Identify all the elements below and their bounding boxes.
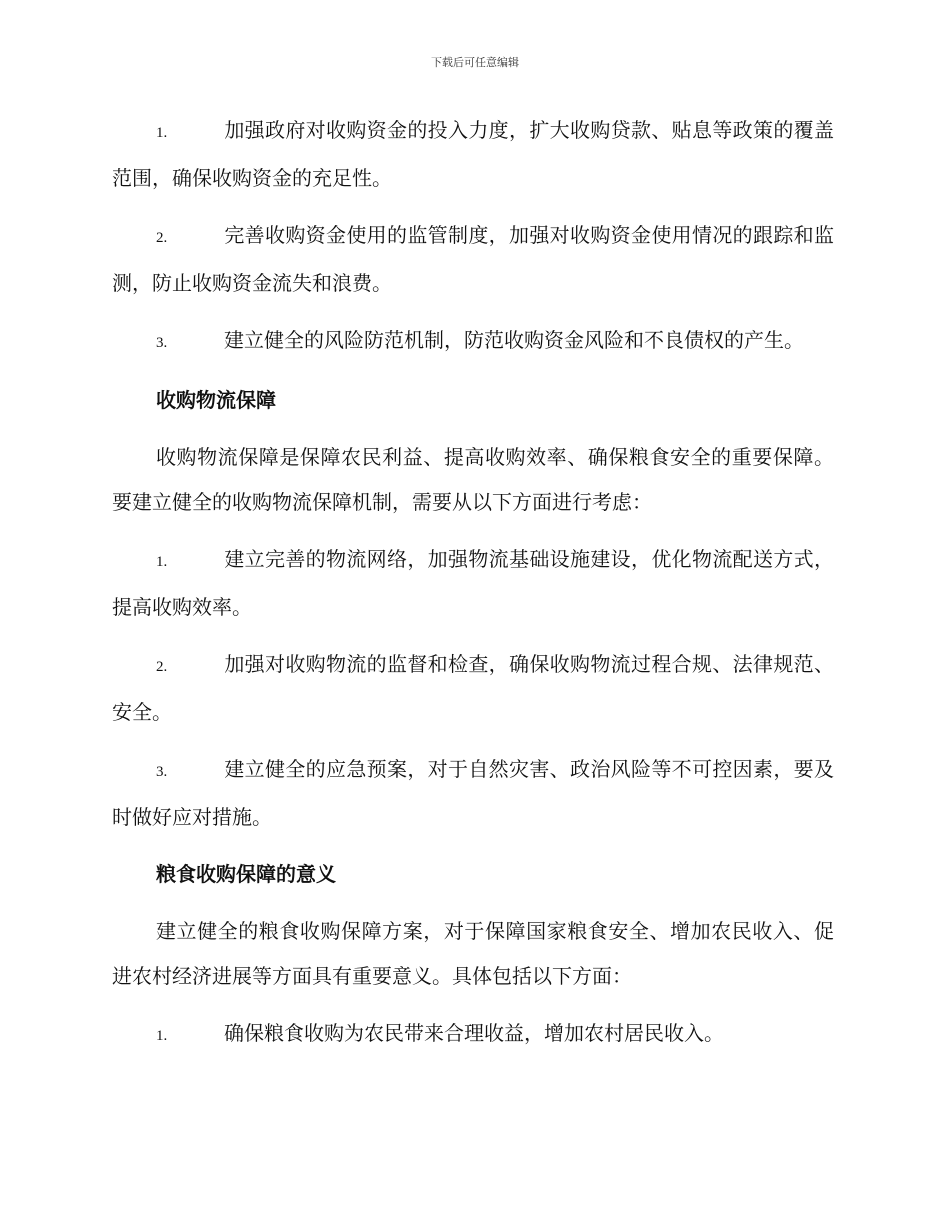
list-text: 确保粮食收购为农民带来合理收益，增加农村居民收入。 [224, 1021, 724, 1045]
list-text: 建立健全的应急预案，对于自然灾害、政治风险等不可控因素，要及时做好应对措施。 [112, 757, 834, 829]
list-number: 1. [156, 125, 168, 141]
paragraph: 收购物流保障是保障农民利益、提高收购效率、确保粮食安全的重要保障。要建立健全的收购物流保障机制，需要从以下方面进行考虑： [112, 445, 834, 514]
list-text: 加强政府对收购资金的投入力度，扩大收购贷款、贴息等政策的覆盖范围，确保收购资金的充足性。 [112, 118, 834, 190]
list-number: 1. [156, 1028, 168, 1044]
paragraph: 建立健全的粮食收购保障方案，对于保障国家粮食安全、增加农民收入、促进农村经济进展等方面具有重要意义。具体包括以下方面： [112, 919, 834, 988]
list-text: 加强对收购物流的监督和检查，确保收购物流过程合规、法律规范、安全。 [112, 652, 834, 724]
list-number: 3. [156, 335, 168, 351]
list-item [112, 108, 834, 201]
list-item [112, 1011, 834, 1059]
list-text: 建立健全的风险防范机制，防范收购资金风险和不良债权的产生。 [224, 328, 804, 352]
list-item [112, 537, 834, 630]
list-item [112, 642, 834, 735]
section-heading: 收购物流保障 [156, 388, 276, 412]
list-number: 2. [156, 230, 168, 246]
list-text: 建立完善的物流网络，加强物流基础设施建设，优化物流配送方式，提高收购效率。 [112, 547, 834, 619]
list-text: 完善收购资金使用的监管制度，加强对收购资金使用情况的跟踪和监测，防止收购资金流失和浪费。 [112, 223, 834, 295]
list-number: 3. [156, 764, 168, 780]
section-heading: 粮食收购保障的意义 [156, 862, 336, 886]
list-number: 2. [156, 659, 168, 675]
page-header: 下载后可任意编辑 [431, 56, 519, 69]
list-item [112, 747, 834, 840]
list-number: 1. [156, 554, 168, 570]
document-body [112, 108, 834, 1071]
list-item [112, 318, 834, 366]
list-item [112, 213, 834, 306]
